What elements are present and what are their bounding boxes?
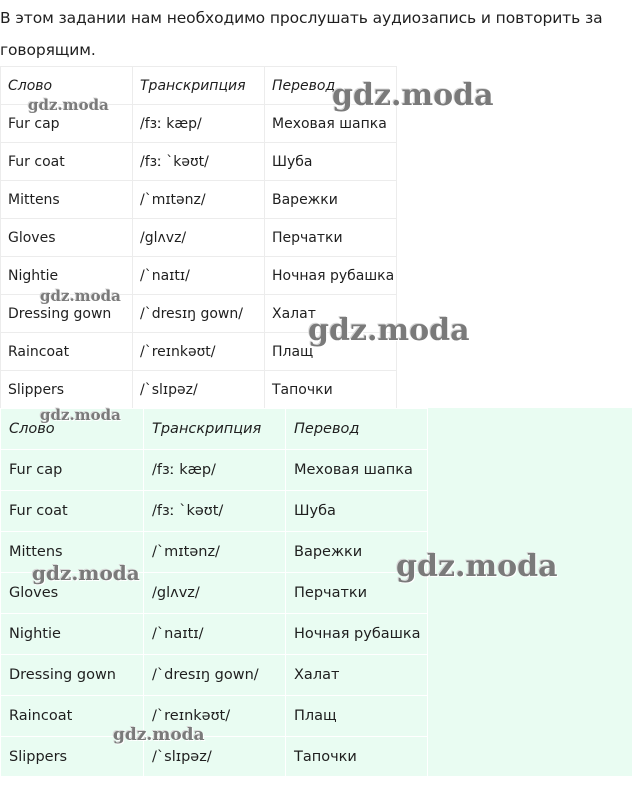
watermark-logo: gdz.moda [308,313,470,348]
task-intro-text: В этом задании нам необходимо прослушать аудиозапись и повторить за говорящим. [0,9,603,59]
cell-word: Fur cap [1,105,133,143]
cell-translation: Халат [265,295,397,333]
cell-translation: Ночная рубашка [286,614,428,655]
watermark-logo: gdz.moda [332,78,494,113]
watermark-logo: gdz.moda [32,561,140,585]
table-row [1,371,397,409]
header-transcription: Транскрипция [144,409,286,450]
cell-transcription: /ˋmɪtənz/ [133,181,265,219]
cell-word: Mittens [1,532,144,573]
cell-word: Fur coat [1,491,144,532]
table-row [1,143,397,181]
cell-translation: Тапочки [265,371,397,409]
cell-transcription: /fɜː ˋkəʊt/ [144,491,286,532]
cell-translation: Меховая шапка [286,450,428,491]
cell-word: Dressing gown [1,655,144,696]
cell-word: Gloves [1,219,133,257]
cell-transcription: /ˋreɪnkəʊt/ [144,696,286,737]
cell-translation: Варежки [286,532,428,573]
cell-transcription: /ˋslɪpəz/ [144,737,286,778]
header-translation: Перевод [265,67,397,105]
cell-word: Slippers [1,371,133,409]
cell-transcription: /ˋslɪpəz/ [133,371,265,409]
table-row [1,491,428,532]
cell-transcription: /fɜː kæp/ [133,105,265,143]
cell-word: Nightie [1,614,144,655]
cell-transcription: /fɜː kæp/ [144,450,286,491]
cell-word: Gloves [1,573,144,614]
table-row [1,696,428,737]
cell-transcription: /ˋdresɪŋ gown/ [144,655,286,696]
cell-translation: Плащ [286,696,428,737]
cell-transcription: /ˋnaɪtɪ/ [144,614,286,655]
vocabulary-table-highlighted [0,408,428,778]
cell-transcription: /fɜː ˋkəʊt/ [133,143,265,181]
cell-translation: Шуба [286,491,428,532]
cell-translation: Тапочки [286,737,428,778]
watermark-logo: gdz.moda [40,406,121,424]
table-row [1,219,397,257]
cell-word: Dressing gown [1,295,133,333]
cell-word: Mittens [1,181,133,219]
table-row [1,181,397,219]
vocabulary-table-plain [0,66,397,409]
cell-word: Fur coat [1,143,133,181]
table-row [1,450,428,491]
cell-transcription: /ˋnaɪtɪ/ [133,257,265,295]
cell-translation: Перчатки [286,573,428,614]
cell-word: Raincoat [1,696,144,737]
cell-word: Fur cap [1,450,144,491]
cell-translation: Перчатки [265,219,397,257]
header-translation: Перевод [286,409,428,450]
cell-transcription: /ˋreɪnkəʊt/ [133,333,265,371]
cell-translation: Халат [286,655,428,696]
watermark-logo: gdz.moda [396,549,558,584]
header-transcription: Транскрипция [133,67,265,105]
table-row [1,737,428,778]
cell-translation: Варежки [265,181,397,219]
cell-translation: Плащ [265,333,397,371]
cell-translation: Шуба [265,143,397,181]
cell-translation: Ночная рубашка [265,257,397,295]
cell-transcription: /glʌvz/ [133,219,265,257]
watermark-logo: gdz.moda [40,287,121,305]
cell-word: Slippers [1,737,144,778]
header-word: Слово [1,409,144,450]
table-row [1,655,428,696]
cell-translation: Меховая шапка [265,105,397,143]
table-row [1,614,428,655]
cell-word: Raincoat [1,333,133,371]
header-word: Слово [1,67,133,105]
watermark-logo: gdz.moda [28,96,109,114]
cell-word: Nightie [1,257,133,295]
cell-transcription: /glʌvz/ [144,573,286,614]
watermark-logo: gdz.moda [113,725,205,745]
cell-transcription: /ˋdresɪŋ gown/ [133,295,265,333]
cell-transcription: /ˋmɪtənz/ [144,532,286,573]
